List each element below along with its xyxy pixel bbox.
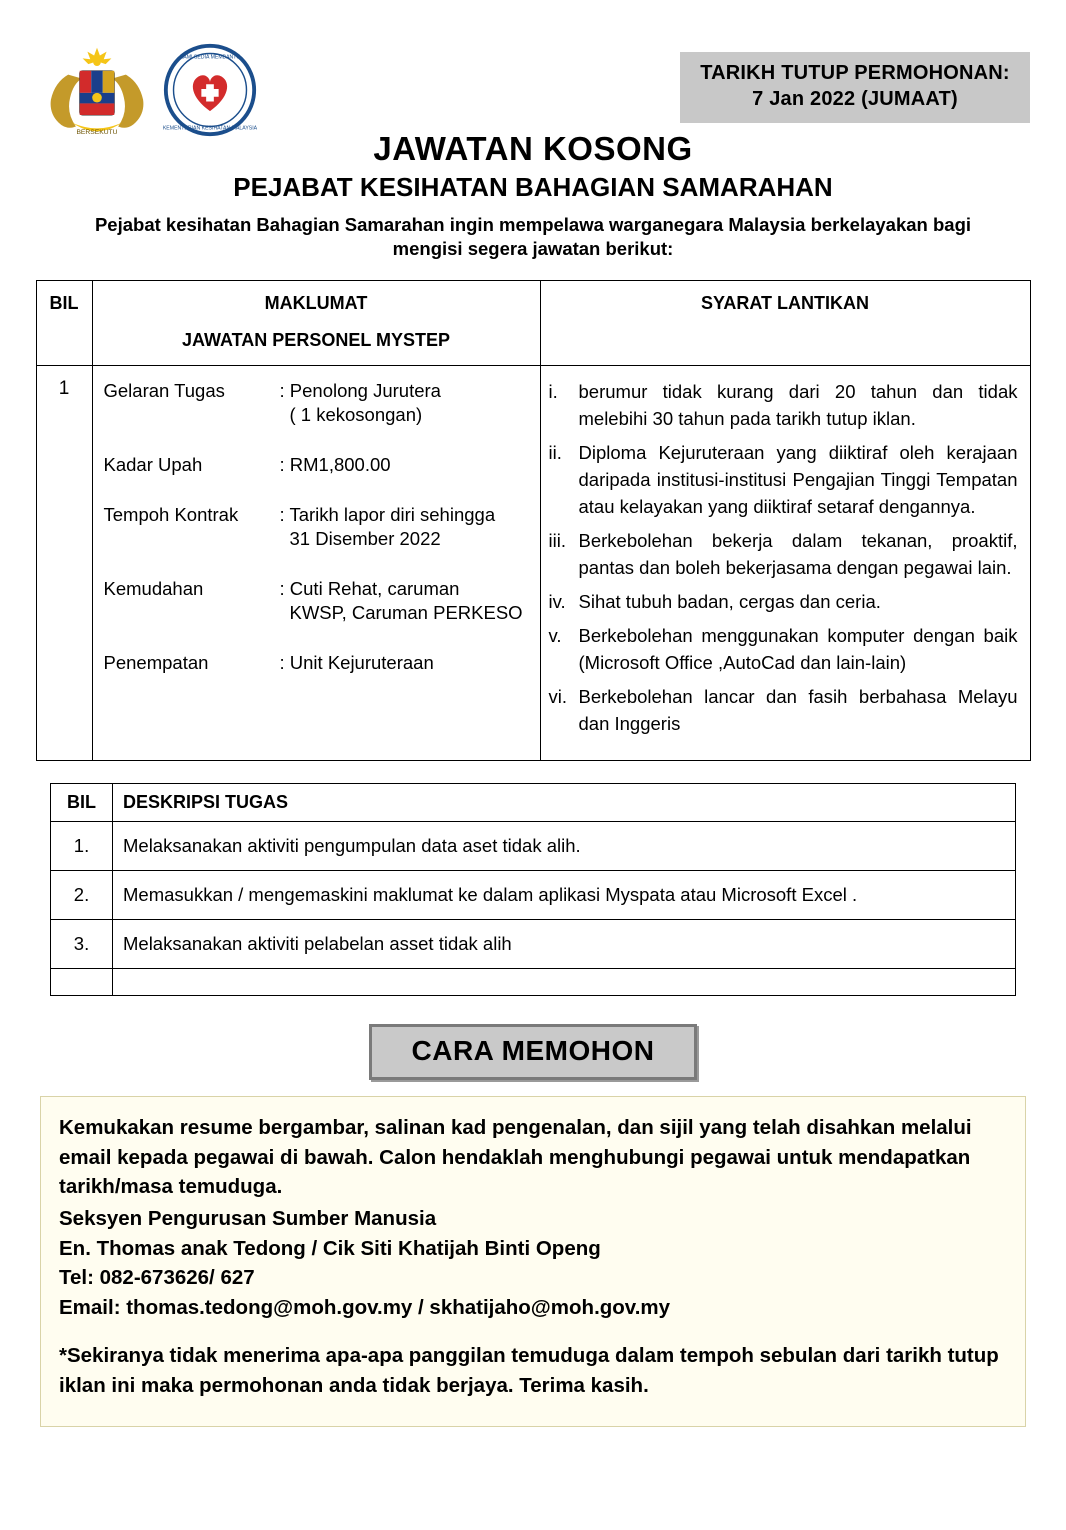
- job-info-list: [94, 367, 539, 701]
- job-info-cell: [92, 365, 540, 760]
- info-value-text: : Penolong Jurutera: [279, 379, 441, 401]
- task-number: 1.: [51, 821, 113, 870]
- svg-text:KAMI SEDIA MEMBANTU: KAMI SEDIA MEMBANTU: [179, 54, 241, 61]
- table-header-row: [36, 280, 1030, 365]
- info-row: [104, 577, 533, 625]
- table-row: [51, 821, 1016, 870]
- requirement-item: [549, 622, 1018, 676]
- info-value: [280, 379, 533, 427]
- closing-date-value: 7 Jan 2022 (JUMAAT): [752, 87, 958, 110]
- closing-date-label: TARIKH TUTUP PERMOHONAN:: [700, 62, 1010, 84]
- requirement-marker: v.: [548, 624, 562, 646]
- requirement-marker: iv.: [548, 590, 566, 612]
- closing-date-box: [680, 52, 1030, 123]
- tasks-header-row: [51, 783, 1016, 821]
- requirement-text: Diploma Kejuruteraan yang diiktiraf oleh kerajaan daripada institusi-institusi Pengajian Tinggi Tempatan atau kelayakan yang diiktiraf setaraf dengannya.: [578, 441, 1018, 517]
- svg-text:BERSEKUTU: BERSEKUTU: [76, 129, 118, 137]
- page-subtitle: PEJABAT KESIHATAN BAHAGIAN SAMARAHAN: [233, 172, 833, 202]
- requirement-marker: vi.: [548, 685, 567, 707]
- page-title: JAWATAN KOSONG: [373, 130, 693, 167]
- info-label: Kemudahan: [103, 578, 204, 600]
- table-row-spacer: [51, 968, 1016, 995]
- instructions-paragraph: Kemukakan resume bergambar, salinan kad pengenalan, dan sijil yang telah disahkan melalui email kepada pegawai di bawah. Calon hendaklah menghubungi pegawai untuk mendapatkan tarikh/masa temuduga.: [59, 1115, 972, 1199]
- info-value-text: : Cuti Rehat, caruman: [279, 578, 460, 600]
- spacer-cell-right: [113, 968, 1016, 995]
- kkm-logo: [162, 42, 258, 138]
- tasks-header-bil: BIL: [51, 783, 113, 821]
- info-value: [280, 453, 533, 477]
- info-row: [104, 651, 533, 675]
- intro-paragraph: Pejabat kesihatan Bahagian Samarahan ingin mempelawa warganegara Malaysia berkelayakan bagi mengisi segera jawatan berikut:: [94, 214, 972, 260]
- info-row: [104, 503, 533, 551]
- header-maklumat: [92, 280, 540, 365]
- jata-negara-crest: [38, 42, 156, 138]
- requirement-item: [549, 527, 1018, 581]
- info-label: Penempatan: [103, 652, 209, 674]
- info-value: [280, 503, 533, 551]
- application-instructions-box: [40, 1096, 1026, 1427]
- contact-officers: En. Thomas anak Tedong / Cik Siti Khatijah Binti Openg: [59, 1236, 601, 1260]
- info-value-text: : Tarikh lapor diri sehingga: [279, 503, 496, 525]
- requirement-text: Berkebolehan menggunakan komputer dengan baik (Microsoft Office ,AutoCad dan lain-lain): [578, 624, 1018, 673]
- contact-telephone: Tel: 082-673626/ 627: [59, 1266, 255, 1290]
- info-value-text: : RM1,800.00: [279, 453, 391, 475]
- info-label: Tempoh Kontrak: [103, 503, 239, 525]
- info-value: [280, 577, 533, 625]
- contact-email: Email: thomas.tedong@moh.gov.my / skhatijaho@moh.gov.my: [59, 1296, 671, 1320]
- info-label: Gelaran Tugas: [103, 379, 225, 401]
- info-row: [104, 453, 533, 477]
- task-text: Memasukkan / mengemaskini maklumat ke dalam aplikasi Myspata atau Microsoft Excel .: [113, 870, 1016, 919]
- task-description-table: [50, 783, 1016, 996]
- task-text: Melaksanakan aktiviti pelabelan asset tidak alih: [113, 919, 1016, 968]
- table-row: [51, 919, 1016, 968]
- requirement-text: berumur tidak kurang dari 20 tahun dan tidak melebihi 30 tahun pada tarikh tutup iklan.: [578, 380, 1018, 429]
- requirement-item: [549, 588, 1018, 615]
- poster-header: [22, 18, 1044, 262]
- requirement-item: [549, 683, 1018, 737]
- how-to-apply-section: [22, 1024, 1044, 1080]
- info-value-cont: KWSP, Caruman PERKESO: [289, 602, 523, 624]
- task-number: 2.: [51, 870, 113, 919]
- info-value: [280, 651, 533, 675]
- requirements-cell: [540, 365, 1030, 760]
- hr-section-name: Seksyen Pengurusan Sumber Manusia: [59, 1206, 437, 1230]
- header-maklumat-line1: MAKLUMAT: [264, 292, 368, 313]
- requirement-marker: ii.: [548, 441, 562, 463]
- tasks-header-description: DESKRIPSI TUGAS: [113, 783, 1016, 821]
- spacer-cell-left: [51, 968, 113, 995]
- crest-group: [38, 42, 258, 138]
- task-number: 3.: [51, 919, 113, 968]
- header-syarat: SYARAT LANTIKAN: [540, 280, 1030, 365]
- requirement-item: [549, 378, 1018, 432]
- task-text: Melaksanakan aktiviti pengumpulan data aset tidak alih.: [113, 821, 1016, 870]
- svg-text:KEMENTERIAN KESIHATAN MALAYSIA: KEMENTERIAN KESIHATAN MALAYSIA: [162, 125, 258, 132]
- header-maklumat-line2: JAWATAN PERSONEL MYSTEP: [181, 329, 451, 350]
- requirement-marker: iii.: [548, 529, 566, 551]
- row-number: 1: [36, 365, 92, 760]
- requirement-text: Berkebolehan lancar dan fasih berbahasa Melayu dan Inggeris: [578, 685, 1018, 734]
- footnote: *Sekiranya tidak menerima apa-apa panggilan temuduga dalam tempoh sebulan dari tarikh tutup iklan ini maka permohonan anda tidak berjaya. Terima kasih.: [59, 1343, 999, 1397]
- info-value-cont: 31 Disember 2022: [289, 528, 441, 549]
- info-row: [104, 379, 533, 427]
- requirement-marker: i.: [548, 380, 558, 402]
- notice-spacer: [59, 1323, 1007, 1341]
- info-label: Kadar Upah: [103, 453, 203, 475]
- requirement-item: [549, 439, 1018, 520]
- requirement-text: Berkebolehan bekerja dalam tekanan, proaktif, pantas dan boleh bekerjasama dengan pegawai lain.: [578, 529, 1018, 578]
- how-to-apply-badge: CARA MEMOHON: [369, 1024, 698, 1080]
- info-value-text: : Unit Kejuruteraan: [279, 652, 434, 674]
- vacancy-table: [36, 280, 1031, 761]
- table-row: [51, 870, 1016, 919]
- header-bil: BIL: [36, 280, 92, 365]
- requirement-text: Sihat tubuh badan, cergas dan ceria.: [578, 590, 881, 612]
- info-value-cont: ( 1 kekosongan): [289, 403, 423, 425]
- table-row: [36, 365, 1030, 760]
